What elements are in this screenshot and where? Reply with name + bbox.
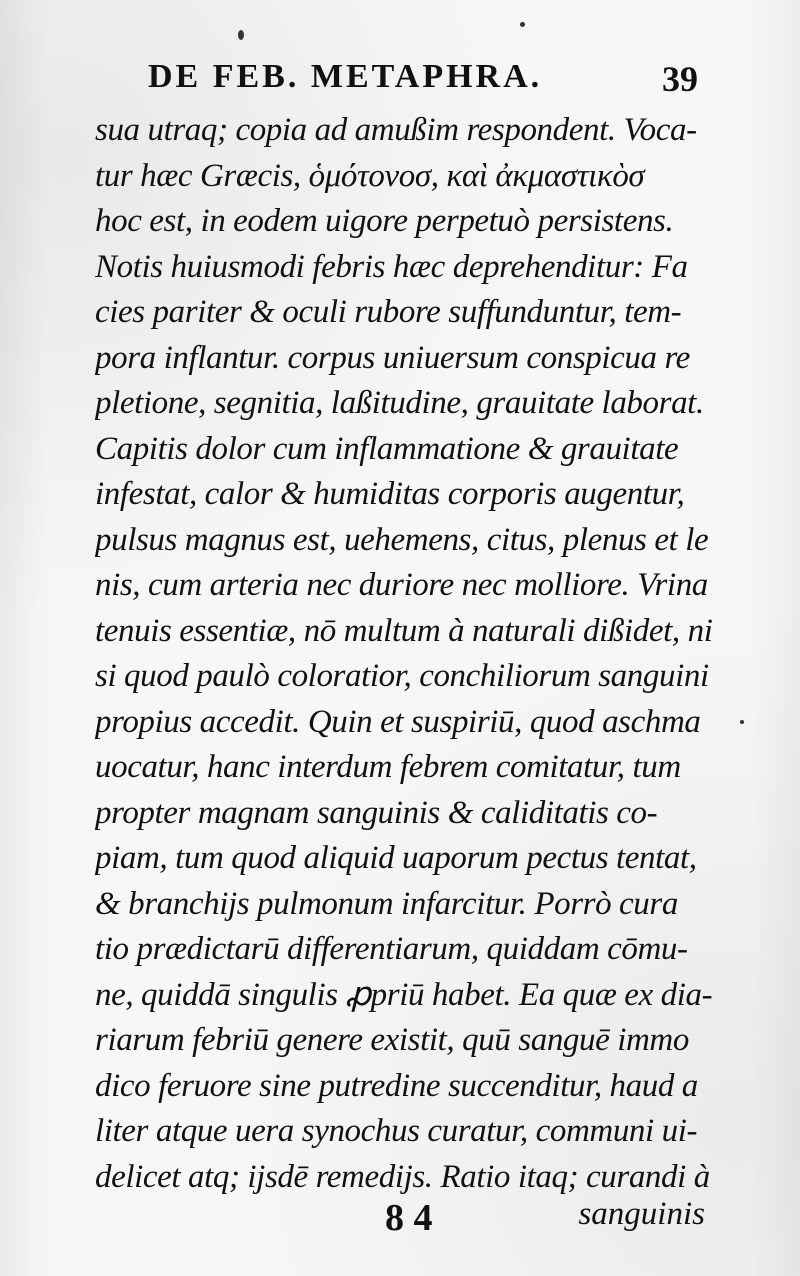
text-line: cies pariter & oculi rubore suffunduntur, tem- (95, 294, 682, 330)
text-line: ne, quiddā singulis ꝓpriū habet. Ea quæ ex dia- (95, 976, 713, 1013)
text-line: infestat, calor & humiditas corporis augentur, (95, 476, 685, 512)
text-line: uocatur, hanc interdum febrem comitatur, tum (95, 749, 681, 785)
text-line: propius accedit. Quin et suspiriū, quod aschma (95, 703, 701, 740)
text-line: si quod paulò coloratior, conchiliorum sanguini (95, 658, 709, 694)
text-line: hoc est, in eodem uigore perpetuò persistens. (95, 203, 674, 239)
body-text (95, 108, 715, 1200)
page-number: 39 (662, 59, 698, 99)
text-line: tenuis essentiæ, nō multum à naturali dißidet, ni (95, 612, 713, 649)
text-line: pora inflantur. corpus uniuersum conspicua re (95, 339, 690, 376)
text-line: sua utraq; copia ad amußim respondent. Voca- (95, 112, 697, 148)
text-line: dico feruore sine putredine succenditur, haud a (95, 1067, 698, 1104)
text-line: liter atque uera synochus curatur, communi ui- (95, 1113, 698, 1149)
page-footer (95, 1196, 715, 1248)
text-line: nis, cum arteria nec duriore nec molliore. Vrina (95, 567, 708, 603)
text-line: & branchijs pulmonum infarcitur. Porrò cura (95, 885, 678, 922)
catchword: sanguinis (578, 1196, 705, 1232)
text-line: piam, tum quod aliquid uaporum pectus tentat, (95, 840, 697, 876)
text-line: tio prædictarū differentiarum, quiddam cōmu- (95, 931, 688, 967)
text-line: Notis huiusmodi febris hæc deprehenditur: Fa (95, 248, 688, 285)
page-header (148, 58, 708, 106)
text-line: delicet atq; ijsdē remedijs. Ratio itaq; curandi à (95, 1158, 710, 1195)
running-head: DE FEB. METAPHRA. (148, 58, 543, 95)
text-line: propter magnam sanguinis & caliditatis co- (95, 794, 658, 831)
ink-speck (520, 22, 525, 27)
ink-speck (238, 30, 244, 40)
text-line: pletione, segnitia, laßitudine, grauitate laborat. (95, 385, 704, 421)
text-line: riarum febriū genere existit, quū sanguē immo (95, 1022, 689, 1058)
ink-speck (740, 720, 744, 724)
text-line: pulsus magnus est, uehemens, citus, plenus et le (95, 521, 709, 558)
text-line: tur hæc Græcis, ὁμότονοσ, καὶ ἀκμαστικὸσ (95, 157, 645, 194)
signature-mark: 8 4 (385, 1197, 433, 1239)
text-line: Capitis dolor cum inflammatione & grauitate (95, 430, 679, 467)
